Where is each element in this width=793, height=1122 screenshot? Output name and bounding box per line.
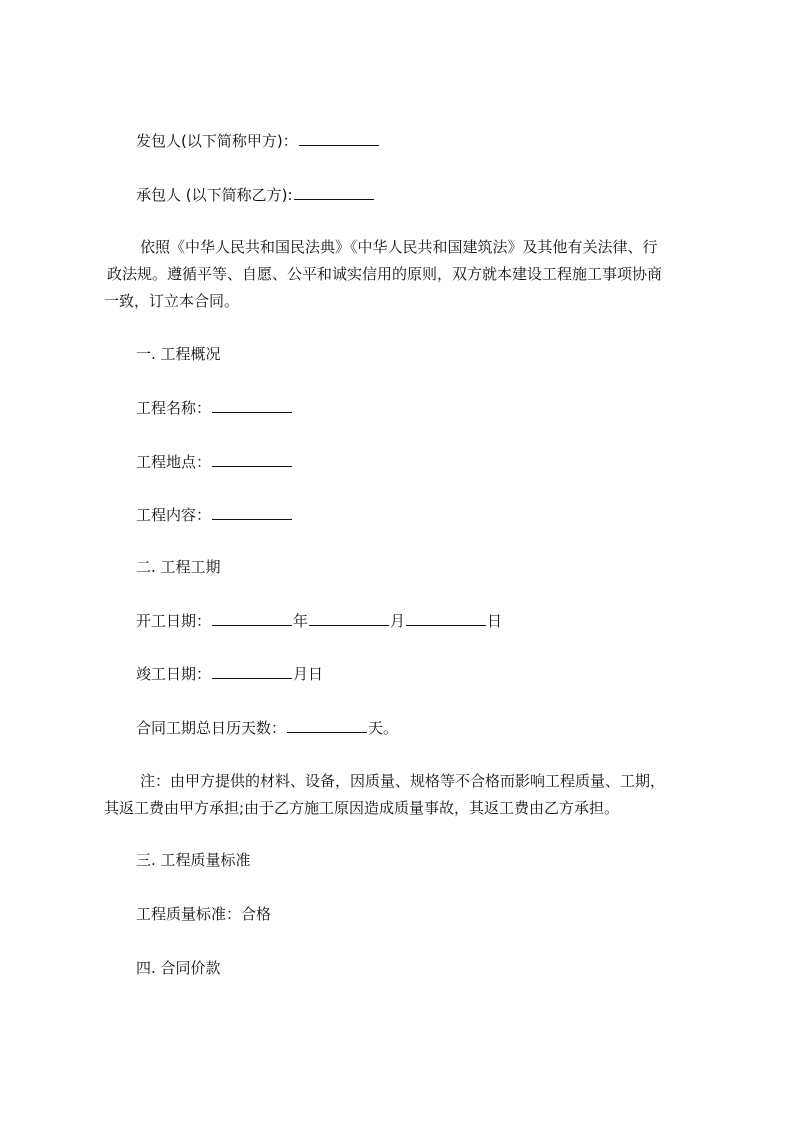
total-days-line [136,718,398,738]
contractor-blank[interactable] [294,186,374,200]
project-content-label: 工程内容： [136,506,212,524]
total-days-label: 合同工期总日历天数： [136,719,287,737]
end-date-line [136,664,323,684]
project-name-label: 工程名称： [136,399,212,417]
project-location-label: 工程地点： [136,453,212,471]
start-date-label: 开工日期： [136,612,212,630]
section-4-heading: 四. 合同价款 [136,959,221,977]
total-days-blank[interactable] [287,719,367,733]
start-day-blank[interactable] [406,612,486,626]
year-unit: 年 [293,612,309,630]
project-content-blank[interactable] [212,506,292,520]
project-name-blank[interactable] [212,399,292,413]
employer-label: 发包人(以下简称甲方)： [136,132,298,150]
end-date-units: 月日 [293,665,324,683]
project-location-line [136,452,293,472]
end-date-blank[interactable] [212,665,292,679]
month-unit: 月 [390,612,406,630]
section-1-heading: 一. 工程概况 [136,345,221,363]
project-name-line [136,398,293,418]
contractor-label: 承包人 (以下简称乙方): [136,186,293,204]
project-content-line [136,505,293,525]
preamble-line-1: 依照《中华人民共和国民法典》《中华人民共和国建筑法》及其他有关法律、行 [140,238,658,256]
preamble-line-3: 一致，订立本合同。 [104,292,240,310]
employer-line [136,131,380,151]
quality-standard-line: 工程质量标准：合格 [136,905,272,923]
end-date-label: 竣工日期： [136,665,212,683]
note-line-2: 其返工费由甲方承担;由于乙方施工原因造成质量事故，其返工费由乙方承担。 [104,799,620,817]
day-unit: 日 [487,612,503,630]
preamble-line-2: 政法规。遵循平等、自愿、公平和诚实信用的原则，双方就本建设工程施工事项协商 [107,265,663,283]
start-year-blank[interactable] [212,612,292,626]
project-location-blank[interactable] [212,453,292,467]
start-date-line [136,611,502,631]
start-month-blank[interactable] [309,612,389,626]
contractor-line [136,185,375,205]
total-days-unit: 天。 [368,719,399,737]
section-3-heading: 三. 工程质量标准 [136,851,251,869]
employer-blank[interactable] [299,132,379,146]
section-2-heading: 二. 工程工期 [136,558,221,576]
note-line-1: 注：由甲方提供的材料、设备，因质量、规格等不合格而影响工程质量、工期， [140,772,666,790]
